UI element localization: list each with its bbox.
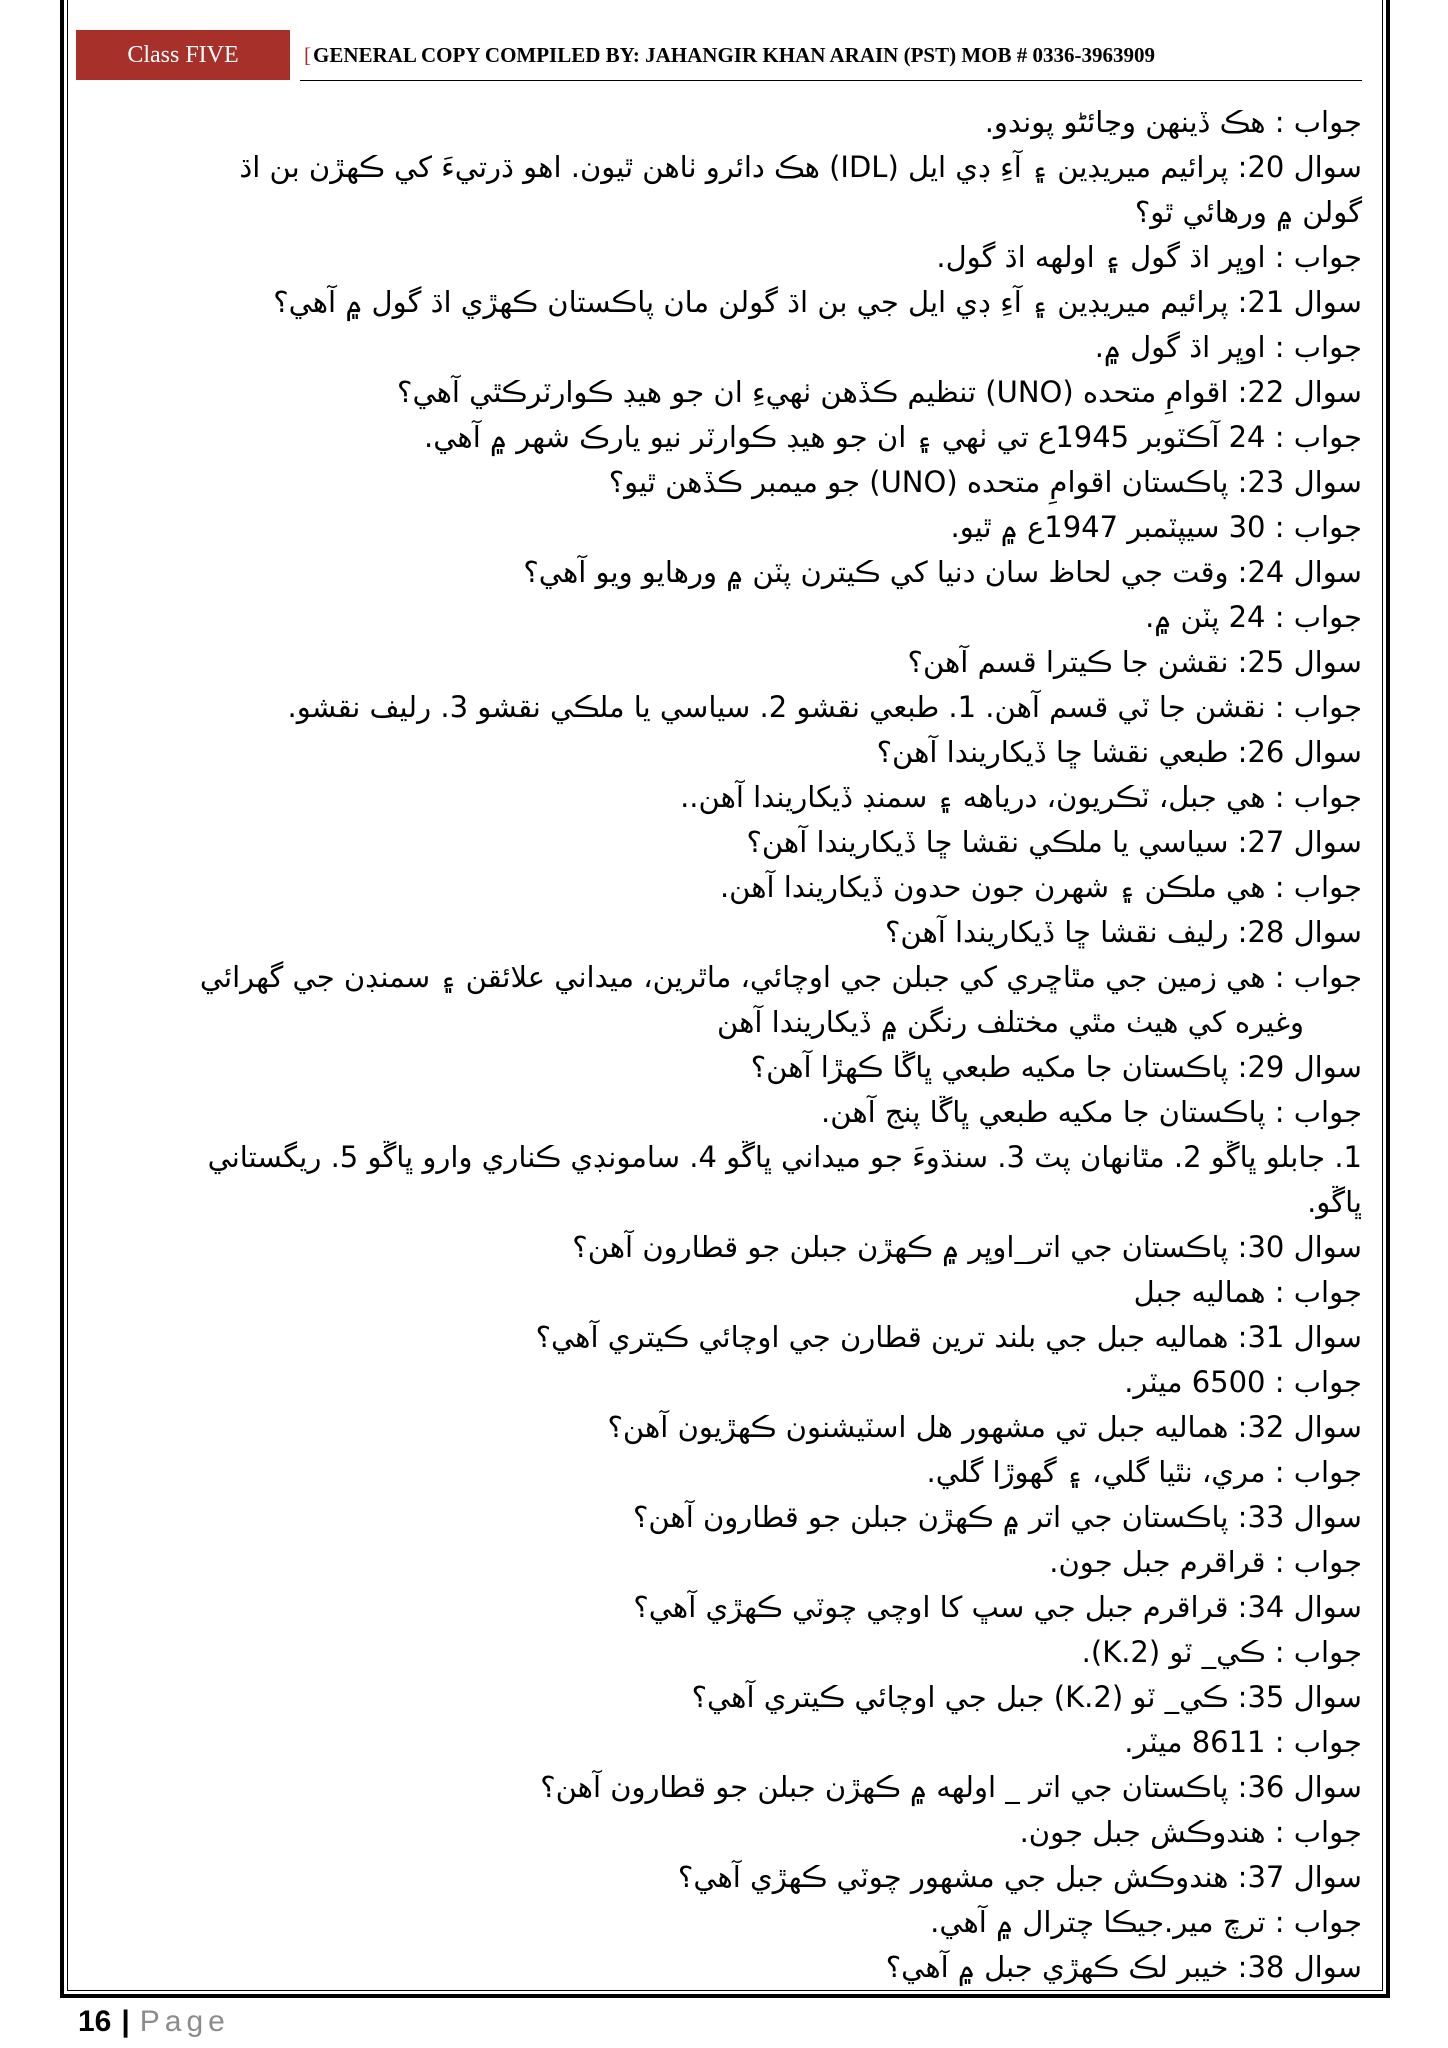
answer-line: جواب : هي ملڪن ۽ شهرن جون حدون ڏيکاريندا آهن. [719,870,1362,904]
answer-line: جواب : هماليه جبل [1133,1275,1362,1309]
answer-line: جواب : 30 سيپٽمبر 1947ع ۾ ٿيو. [950,510,1362,544]
class-label: Class FIVE [127,41,239,68]
answer-line: جواب : هندوڪش جبل جون. [1019,1815,1362,1849]
question-line: سوال 22: اقوامِ متحده (UNO) تنظيم ڪڏهن ٺهيءِ ان جو هيڊ ڪوارٽرڪٿي آهي؟ [397,375,1362,409]
answer-line: جواب : هي زمين جي مٿاڇري کي جبلن جي اوچائي، ماٿرين، ميداني علائقن ۽ سمنڊن جي گهرائي [199,960,1362,994]
qa-content [110,100,1362,1985]
question-line: سوال 38: خيبر لڪ ڪهڙي جبل ۾ آهي؟ [885,1950,1362,1984]
answer-line: جواب : 6500 ميٽر. [1124,1365,1362,1399]
question-line: سوال 24: وقت جي لحاظ سان دنيا کي ڪيترن پٽن ۾ ورهايو ويو آهي؟ [523,555,1362,589]
header-bracket: [ [304,42,311,67]
question-line: سوال 34: قراقرم جبل جي سڀ کا اوچي چوٽي ڪهڙي آهي؟ [633,1590,1362,1624]
question-line: سوال 21: پرائيم ميريڊين ۽ آءِ ڊي ايل جي بن اڌ گولن مان پاڪستان ڪهڙي اڌ گول ۾ آهي؟ [273,285,1362,319]
answer-line: جواب : اوڀر اڌ گول ۽ اولهه اڌ گول. [936,240,1362,274]
question-line: سوال 30: پاڪستان جي اتر_اوڀر ۾ ڪهڙن جبلن جو قطارون آهن؟ [572,1230,1362,1264]
answer-line: جواب : قراقرم جبل جون. [1049,1545,1362,1579]
question-line: سوال 29: پاڪستان جا مکيه طبعي ڀاڱا ڪهڙا آهن؟ [750,1050,1362,1084]
question-line: سوال 26: طبعي نقشا ڇا ڏيکاريندا آهن؟ [876,735,1362,769]
answer-line: جواب : اوڀر اڌ گول ۾. [1094,330,1362,364]
header-title [304,30,1155,80]
answer-line: جواب : پاڪستان جا مکيه طبعي ڀاڱا پنج آهن. [821,1095,1362,1129]
answer-line: جواب : مري، نٿيا گلي، ۽ گهوڙا گلي. [926,1455,1362,1489]
answer-line-continued: وغيره کي هيٺ مٿي مختلف رنگن ۾ ڏيکاريندا آهن [717,1005,1304,1039]
question-line: سوال 36: پاڪستان جي اتر _ اولهه ۾ ڪهڙن جبلن جو قطارون آهن؟ [540,1770,1362,1804]
page-footer [78,2004,230,2040]
answer-line: جواب : هي جبل، ٽڪريون، درياهه ۽ سمنڊ ڏيکاريندا آهن.. [680,780,1362,814]
answer-line: جواب : 24 آڪٽوبر 1945ع تي ٺهي ۽ ان جو هيڊ ڪوارٽر نيو يارڪ شهر ۾ آهي. [424,420,1362,454]
question-line: سوال 27: سياسي يا ملڪي نقشا ڇا ڏيکاريندا آهن؟ [746,825,1362,859]
question-line: سوال 33: پاڪستان جي اتر ۾ ڪهڙن جبلن جو قطارون آهن؟ [632,1500,1362,1534]
answer-line: جواب : ترچ مير.جيڪا چترال ۾ آهي. [930,1905,1362,1939]
class-label-badge [76,30,290,80]
footer-separator: | [121,2005,130,2038]
answer-list-line: 1. جابلو ڀاڱو 2. مٿانهان پٽ 3. سنڌوءَ جو ميداني ڀاڱو 4. سامونڊي ڪناري وارو ڀاڱو 5. ريگستاني [207,1140,1362,1174]
question-line: سوال 20: پرائيم ميريڊين ۽ آءِ ڊي ايل (IDL) هڪ دائرو ٺاهن ٿيون. اهو ڌرتيءَ کي ڪهڙن بن اڌ [239,150,1362,184]
question-line-continued: گولن ۾ ورهائي ٿو؟ [1134,195,1362,229]
header-title-text: GENERAL COPY COMPILED BY: JAHANGIR KHAN ARAIN (PST) MOB # 0336-3963909 [313,42,1155,67]
answer-line: جواب : ڪي_ ٽو (K.2). [1081,1635,1362,1669]
question-line: سوال 37: هندوڪش جبل جي مشهور چوٽي ڪهڙي آهي؟ [677,1860,1362,1894]
question-line: سوال 28: رليف نقشا ڇا ڏيکاريندا آهن؟ [885,915,1362,949]
question-line: سوال 35: ڪي_ ٽو (K.2) جبل جي اوچائي ڪيتري آهي؟ [691,1680,1362,1714]
question-line: سوال 32: هماليه جبل تي مشهور هل اسٽيشنون ڪهڙيون آهن؟ [607,1410,1362,1444]
page-label: Page [139,2005,230,2038]
question-line: سوال 23: پاڪستان اقوامِ متحده (UNO) جو ميمبر ڪڏهن ٿيو؟ [608,465,1362,499]
header-rule [300,80,1362,81]
answer-line: جواب : نقشن جا ٽي قسم آهن. 1. طبعي نقشو 2. سياسي يا ملڪي نقشو 3. رليف نقشو. [287,690,1362,724]
answer-line: جواب : 24 پٽن ۾. [1145,600,1362,634]
answer-line: جواب : هڪ ڏينهن وڃائڻو پوندو. [984,105,1362,139]
question-line: سوال 25: نقشن جا ڪيترا قسم آهن؟ [907,645,1362,679]
question-line: سوال 31: هماليه جبل جي بلند ترين قطارن جي اوچائي ڪيتري آهي؟ [535,1320,1362,1354]
answer-line: جواب : 8611 ميٽر. [1124,1725,1362,1759]
answer-list-line-continued: ڀاڱو. [1307,1185,1362,1219]
page-number: 16 [78,2005,112,2038]
